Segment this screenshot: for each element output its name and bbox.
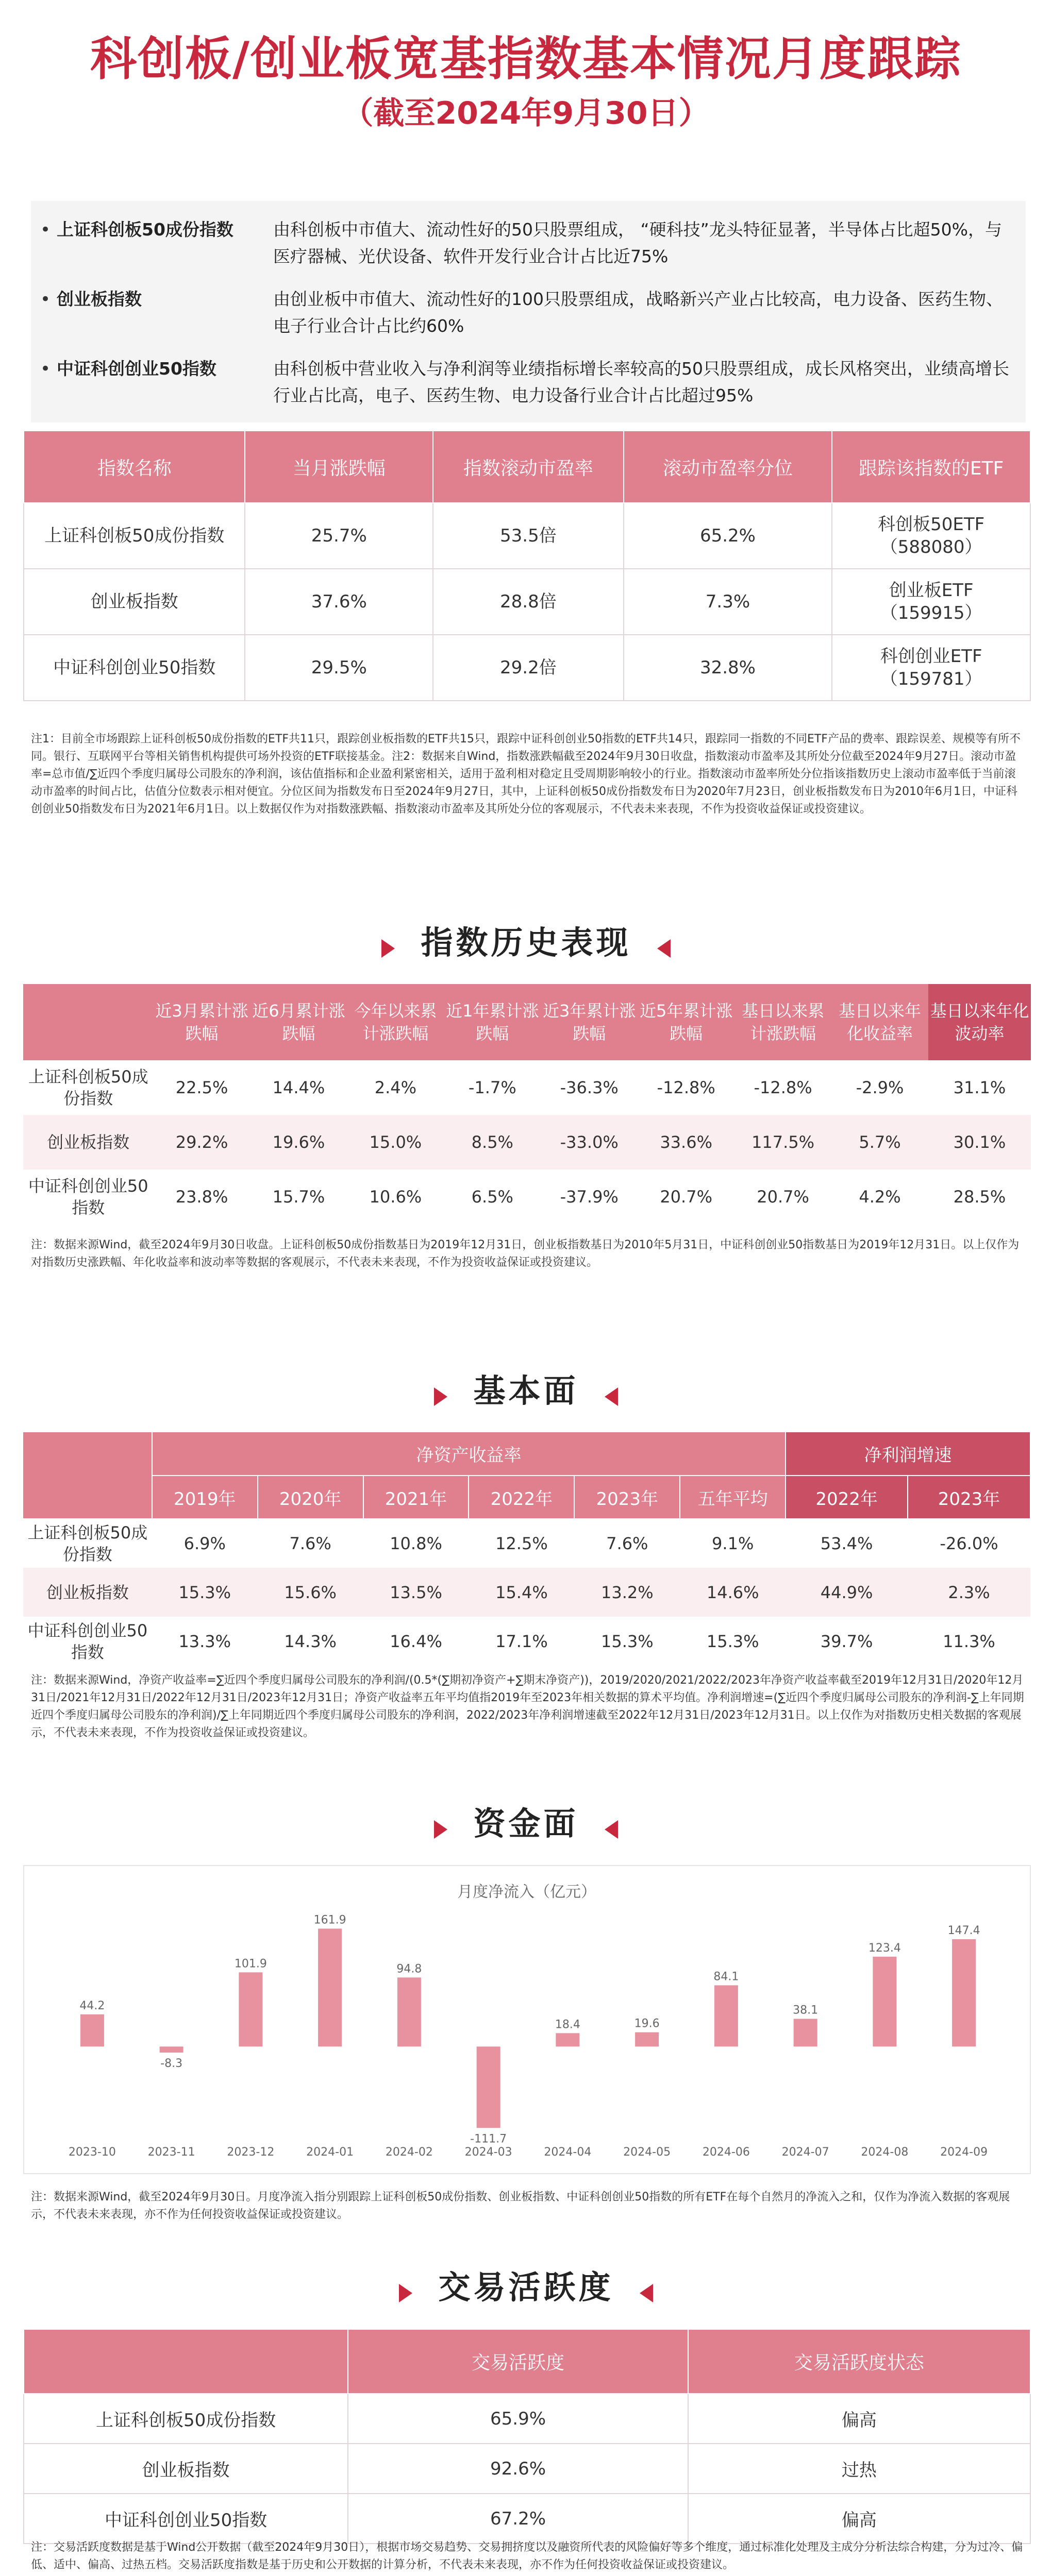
col-header: 当月涨跌幅 [245,431,433,503]
value-cell: 2.3% [908,1568,1030,1617]
pe-ratio: 28.8倍 [433,569,624,635]
bullet-icon: • [40,289,51,310]
arrow-right-icon [381,939,395,958]
activity-status: 偏高 [688,2394,1030,2444]
definition-name: 上证科创板50成份指数 [57,219,233,240]
bar-group [69,1913,988,2159]
arrow-left-icon [640,2284,653,2302]
section-header-activity [0,2262,1052,2308]
value-cell: 10.6% [369,1187,422,1207]
value-cell: -12.8% [657,1078,715,1097]
value-cell: -26.0% [940,1534,998,1553]
table-row [23,1170,1031,1224]
table-row [23,1617,1030,1666]
monthly-change: 25.7% [245,503,433,569]
value-cell: 16.4% [390,1631,442,1651]
activity-value: 65.9% [348,2394,688,2444]
col-header-blank [24,2329,348,2394]
fund-flow-note: 注：数据来源Wind，截至2024年9月30日。月度净流入指分别跟踪上证科创板50成份指数、创业板指数、中证科创创业50指数的所有ETF在每个自然月的净流入之和，仅作为净流入数据的客观展示，不代表未来表现，亦不作为任何投资收益保证或投资建议。 [31,2191,1010,2221]
index-name: 创业板指数 [23,1568,152,1617]
pe-percentile: 7.3% [624,569,832,635]
value-cell: 12.5% [495,1534,548,1553]
table-row [23,1115,1031,1170]
bar-2024-06 [714,1985,738,2046]
data-label: 94.8 [396,1962,422,1976]
data-label: 84.1 [713,1970,739,1984]
x-tick-label: 2024-07 [781,2146,829,2159]
value-cell: -1.7% [468,1078,516,1097]
year-header: 2019年 [152,1476,258,1519]
data-label: 19.6 [634,2017,660,2030]
x-tick-label: 2023-12 [227,2146,275,2159]
page-subtitle: （截至2024年9月30日） [342,95,710,131]
history-note: 注：数据来源Wind，截至2024年9月30日收盘。上证科创板50成份指数基日为2019年12月31日，创业板指数基日为2010年5月31日，中证科创创业50指数基日为2019年12月31日。以上仅作为对指数历史涨跌幅、年化收益率和波动率等数据的客观展示，不代表未来表现，不作为投资收益保证或投资建议。 [31,1239,1020,1269]
data-label: -111.7 [470,2132,507,2146]
value-cell: 7.6% [606,1534,648,1553]
col-header: 近5年累计涨跌幅 [638,984,734,1060]
index-definitions [31,201,1026,422]
value-cell: 11.3% [943,1631,995,1651]
value-cell: 6.5% [471,1187,513,1207]
col-header: 基日以来年化收益率 [831,984,928,1060]
bar-2024-08 [873,1957,896,2046]
value-cell: 31.1% [953,1078,1006,1097]
value-cell: 15.7% [272,1187,325,1207]
activity-note: 注：交易活跃度数据是基于Wind公开数据（截至2024年9月30日），根据市场交易趋势、交易拥挤度以及融资所代表的风险偏好等多个维度，通过标准化处理及主成分分析法综合构建，分为过冷、偏低、适中、偏高、过热五档。交易活跃度指数是基于历史和公开数据的计算分析，不代表未来表现，亦不作为任何投资收益保证或投资建议。 [31,2541,1023,2571]
col-header: 近3月累计涨跌幅 [154,984,251,1060]
activity-value: 92.6% [348,2444,688,2494]
etf-cell [832,569,1030,635]
arrow-left-icon [605,1820,618,1839]
value-cell: 22.5% [175,1078,228,1097]
value-cell: 15.3% [706,1631,759,1651]
table-header-row [23,984,1031,1060]
table-row [24,2494,1030,2544]
data-label: 38.1 [793,2004,819,2017]
arrow-left-icon [605,1387,618,1406]
value-cell: 19.6% [251,1115,347,1170]
col-header: 今年以来累计涨跌幅 [347,984,444,1060]
roe-group-header: 净资产收益率 [152,1432,786,1476]
definition-text: 由科创板中营业收入与净利润等业绩指标增长率较高的50只股票组成，成长风格突出，业绩高增长行业占比高，电子、医药生物、电力设备行业合计占比超过95% [273,359,1009,405]
col-header-blank [23,984,154,1060]
section-header-fundamentals [0,1365,1052,1411]
pe-ratio: 29.2倍 [433,635,624,701]
data-label: 161.9 [313,1913,346,1927]
value-cell: 15.0% [347,1115,444,1170]
value-cell: 14.6% [680,1568,786,1617]
value-cell: 15.4% [469,1568,574,1617]
x-tick-label: 2024-05 [623,2146,671,2159]
col-header: 交易活跃度状态 [688,2329,1030,2394]
col-header: 滚动市盈率分位 [624,431,832,503]
value-cell: -12.8% [754,1078,812,1097]
index-name: 创业板指数 [23,1115,154,1170]
page-title: 科创板/创业板宽基指数基本情况月度跟踪 [90,32,962,86]
value-cell: 2.4% [374,1078,417,1097]
value-cell: 15.3% [600,1631,654,1651]
table-header-row [23,1476,1030,1519]
index-name: 上证科创板50成份指数 [28,1067,148,1108]
index-name: 上证科创板50成份指数 [24,503,245,569]
data-label: -8.3 [160,2057,183,2071]
value-cell: 13.2% [574,1568,680,1617]
activity-status: 偏高 [688,2494,1030,2544]
arrow-right-icon [434,1387,447,1406]
monthly-change: 37.6% [245,569,433,635]
table-header-row [24,2329,1030,2394]
year-header: 五年平均 [680,1476,786,1519]
index-name: 中证科创创业50指数 [28,1176,148,1217]
etf-name: 科创创业ETF [880,646,982,667]
section-header-history [0,917,1052,963]
table-row [24,2394,1030,2444]
table-header-row [23,1432,1030,1476]
col-header-blank [23,1432,152,1519]
etf-code: （588080） [880,537,982,557]
bullet-icon: • [40,359,51,379]
fundamentals-note: 注：数据来源Wind，净资产收益率=∑近四个季度归属母公司股东的净利润/(0.5*(∑期初净资产+∑期末净资产))，2019/2020/2021/2022/2023年净资产收益率截至2019年12月31日/2020年12月31日/2021年12月31日/2022年12月31日/2023年12月31日；净资产收益率五年平均值指2019年至2023年相关数据的算术平均值。净利润增速=(∑近四个季度归属母公司股东的净利润-∑上年同期近四个季度归属母公司股东的净利润)/∑上年同期近四个季度归属母公司股东的净利润，2022/2023年净利润增速截至2022年12月31日/2023年12月31日。以上仅作为对指数历史相关数据的客观展示，不代表未来表现，不作为投资收益保证或投资建议。 [31,1674,1024,1739]
section-title: 资金面 [473,1805,579,1842]
etf-name: 创业板ETF [889,580,974,601]
overview-table [23,430,1031,701]
bar-2024-05 [635,2032,659,2047]
year-header: 2020年 [258,1476,363,1519]
definition-name: 中证科创创业50指数 [57,359,216,379]
value-cell: 15.3% [152,1568,258,1617]
index-name: 中证科创创业50指数 [27,1620,148,1662]
activity-status: 过热 [688,2444,1030,2494]
definition-text: 由科创板中市值大、流动性好的50只股票组成， “硬科技”龙头特征显著，半导体占比超50%，与医疗器械、光伏设备、软件开发行业合计占比近75% [273,219,1003,266]
table-header-row [24,431,1030,503]
year-header: 2023年 [908,1476,1030,1519]
value-cell: 28.5% [953,1187,1006,1207]
value-cell: -37.9% [560,1187,619,1207]
arrow-left-icon [657,939,671,958]
value-cell: 15.6% [258,1568,363,1617]
col-header: 指数名称 [24,431,245,503]
fund-flow-chart [23,1865,1031,2174]
value-cell: 53.4% [820,1534,873,1553]
col-header: 近1年累计涨跌幅 [444,984,541,1060]
value-cell: 44.9% [786,1568,908,1617]
arrow-right-icon [434,1820,447,1839]
value-cell: 39.7% [820,1631,873,1651]
table-row [24,569,1030,635]
value-cell: 33.6% [638,1115,734,1170]
col-header: 指数滚动市盈率 [433,431,624,503]
col-header: 近6月累计涨跌幅 [251,984,347,1060]
bar-2024-03 [477,2046,500,2128]
data-label: 147.4 [947,1924,980,1937]
value-cell: 6.9% [183,1534,226,1553]
value-cell: 20.7% [660,1187,712,1207]
col-header: 近3年累计涨跌幅 [541,984,638,1060]
table-row [23,1568,1030,1617]
value-cell: 13.3% [178,1631,231,1651]
value-cell: 4.2% [859,1187,901,1207]
value-cell: 117.5% [734,1115,831,1170]
value-cell: 29.2% [154,1115,251,1170]
value-cell: 23.8% [175,1187,228,1207]
value-cell: -2.9% [856,1078,904,1097]
col-header: 跟踪该指数的ETF [832,431,1030,503]
x-tick-label: 2024-06 [702,2146,750,2159]
bar-2024-09 [952,1939,976,2046]
index-name: 创业板指数 [24,2444,348,2494]
value-cell: 17.1% [495,1631,548,1651]
index-name: 创业板指数 [24,569,245,635]
year-header: 2021年 [363,1476,469,1519]
x-tick-label: 2024-01 [306,2146,354,2159]
table-row [23,1519,1030,1568]
pe-ratio: 53.5倍 [433,503,624,569]
definition-name: 创业板指数 [57,289,142,309]
section-title: 交易活跃度 [438,2268,614,2306]
activity-value: 67.2% [348,2494,688,2544]
data-label: 101.9 [234,1957,267,1971]
etf-name: 科创板50ETF [878,514,985,535]
year-header: 2023年 [574,1476,680,1519]
overview-note: 注1：目前全市场跟踪上证科创板50成份指数的ETF共11只，跟踪创业板指数的ETF共15只，跟踪中证科创创业50指数的ETF共14只，跟踪同一指数的不同ETF产品的费率、跟踪误差、规模等有所不同。银行、互联网平台等相关销售机构提供可场外投资的ETF联接基金。注2：数据来自Wind，指数涨跌幅截至2024年9月30日收盘，指数滚动市盈率及其所处分位截至2024年9月27日。滚动市盈率=总市值/∑近四个季度归属母公司股东的净利润，该估值指标和企业盈利紧密相关，适用于盈利相对稳定且受周期影响较小的行业。指数滚动市盈率所处分位指该指数历史上滚动市盈率低于当前滚动市盈率的时间占比，估值分位数表示相对便宜。分位区间为指数发布日至2024年9月27日，其中，上证科创板50成份指数发布日为2020年7月23日，创业板指数发布日为2010年6月1日，中证科创创业50指数发布日为2021年6月1日。以上数据仅作为对指数涨跌幅、指数滚动市盈率及其所处分位的客观展示，不代表未来表现，不作为投资收益保证或投资建议。 [31,733,1021,816]
value-cell: -33.0% [541,1115,638,1170]
index-name: 上证科创板50成份指数 [24,2394,348,2444]
bar-2024-01 [318,1928,342,2046]
value-cell: 20.7% [757,1187,809,1207]
table-row [24,2444,1030,2494]
activity-table [23,2329,1031,2544]
index-name: 中证科创创业50指数 [24,2494,348,2544]
index-name: 上证科创板50成份指数 [27,1523,148,1564]
table-row [23,1060,1031,1115]
fund-flow-chart-svg [24,1866,1030,2173]
etf-code: （159915） [880,603,982,623]
history-table [23,984,1031,1224]
x-tick-label: 2024-09 [940,2146,988,2159]
bar-2024-07 [794,2019,817,2046]
section-header-fund-flow [0,1798,1052,1844]
etf-code: （159781） [880,669,982,689]
definition-text: 由创业板中市值大、流动性好的100只股票组成，战略新兴产业占比较高，电力设备、医药生物、电子行业合计占比约60% [273,289,1003,336]
table-row [24,503,1030,569]
value-cell: 13.5% [363,1568,469,1617]
table-row [24,635,1030,701]
value-cell: 9.1% [712,1534,754,1553]
year-header: 2022年 [469,1476,574,1519]
pe-percentile: 65.2% [624,503,832,569]
fundamentals-table [23,1432,1031,1666]
bar-2023-10 [80,2014,104,2046]
value-cell: 30.1% [928,1115,1031,1170]
page-header [0,31,1052,137]
bullet-icon: • [40,219,51,240]
x-tick-label: 2024-04 [544,2146,592,2159]
x-tick-label: 2024-08 [861,2146,909,2159]
x-tick-label: 2024-03 [464,2146,512,2159]
pe-percentile: 32.8% [624,635,832,701]
value-cell: 14.3% [284,1631,337,1651]
etf-cell [832,635,1030,701]
year-header: 2022年 [786,1476,908,1519]
section-title: 基本面 [473,1372,579,1410]
arrow-right-icon [399,2284,412,2302]
bar-2024-02 [397,1977,421,2046]
monthly-change: 29.5% [245,635,433,701]
data-label: 18.4 [555,2018,580,2031]
x-tick-label: 2023-11 [147,2146,195,2159]
bar-2024-04 [556,2033,579,2046]
value-cell: 14.4% [272,1078,325,1097]
x-tick-label: 2023-10 [68,2146,116,2159]
index-name: 中证科创创业50指数 [24,635,245,701]
col-header: 基日以来累计涨跌幅 [734,984,831,1060]
col-header: 交易活跃度 [348,2329,688,2394]
value-cell: 5.7% [831,1115,928,1170]
value-cell: -36.3% [560,1078,619,1097]
x-tick-label: 2024-02 [385,2146,433,2159]
bar-2023-12 [239,1972,262,2046]
value-cell: 10.8% [390,1534,442,1553]
chart-title: 月度净流入（亿元） [457,1883,596,1901]
np-group-header: 净利润增速 [786,1432,1030,1476]
bar-2023-11 [160,2046,183,2053]
etf-cell [832,503,1030,569]
col-header: 基日以来年化波动率 [928,984,1031,1060]
section-title: 指数历史表现 [421,924,631,961]
data-label: 123.4 [868,1941,901,1955]
value-cell: 7.6% [289,1534,331,1553]
data-label: 44.2 [79,1999,105,2012]
value-cell: 8.5% [444,1115,541,1170]
